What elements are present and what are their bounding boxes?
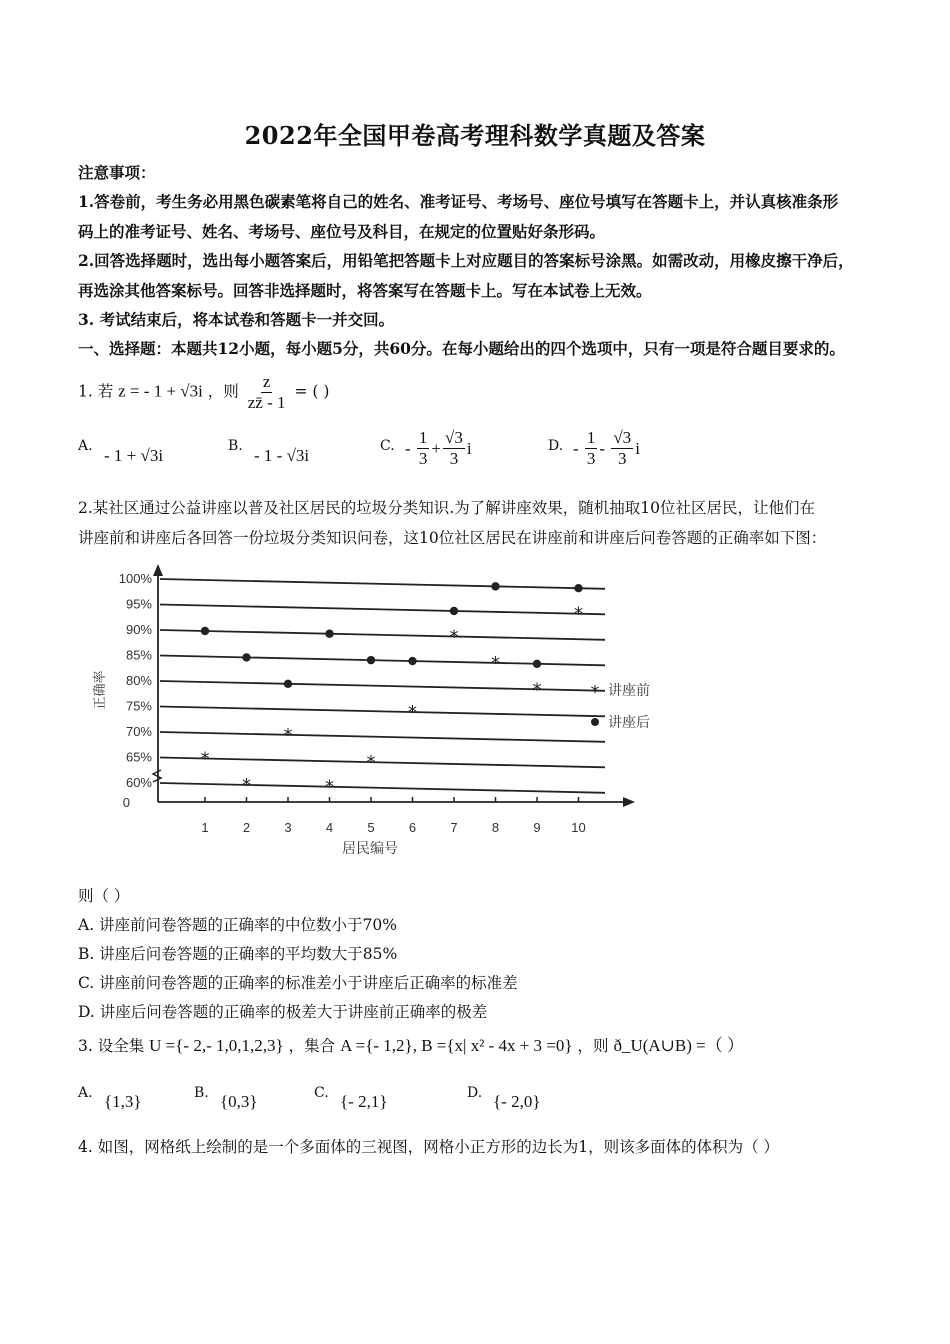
point-before-3: * bbox=[283, 724, 293, 746]
point-before-6: * bbox=[408, 702, 417, 724]
chart-legend bbox=[591, 682, 651, 731]
point-before-2: * bbox=[242, 774, 251, 796]
x-tick-label: 7 bbox=[450, 820, 458, 835]
accuracy-chart bbox=[90, 560, 650, 860]
q3-option-a-value: {1,3} bbox=[104, 1092, 142, 1111]
notice-item-3: 3. 考试结束后，将本试卷和答题卡一并交回。 bbox=[78, 310, 395, 329]
gridline-70 bbox=[160, 732, 605, 742]
q2-option-b: B. 讲座后问卷答题的正确率的平均数大于85% bbox=[78, 945, 398, 963]
point-before-7: * bbox=[449, 626, 459, 648]
chart-y-ticks bbox=[119, 571, 153, 810]
q1-option-d-value: - $\frac{1}{3}$ - $\frac{√3}{3}$ i bbox=[573, 428, 640, 468]
q1-mid: ，则 bbox=[207, 382, 239, 401]
q1-option-c-value: - $\frac{1}{3}$ + $\frac{√3}{3}$ i bbox=[405, 428, 472, 468]
section-heading: 一、选择题：本题共12小题，每小题5分，共60分。在每小题给出的四个选项中，只有一项是符合题目要求的。 bbox=[78, 339, 845, 358]
x-tick-label: 9 bbox=[533, 820, 541, 835]
point-after-9 bbox=[533, 660, 541, 668]
gridline-90 bbox=[160, 630, 605, 640]
y-tick-label: 95% bbox=[125, 596, 152, 612]
x-axis-arrow bbox=[623, 797, 635, 807]
q2-option-a: A. 讲座前问卷答题的正确率的中位数小于70% bbox=[78, 916, 398, 934]
point-after-4 bbox=[325, 630, 333, 638]
point-after-5 bbox=[367, 656, 375, 664]
q3-prefix: 3. 设全集 bbox=[78, 1037, 145, 1055]
question-3 bbox=[78, 1035, 888, 1057]
q1-fraction-numerator: z bbox=[262, 372, 271, 391]
q3-option-b-value: {0,3} bbox=[220, 1092, 258, 1111]
y-tick-label: 60% bbox=[125, 775, 152, 790]
q3-option-b-label: B. bbox=[194, 1085, 209, 1101]
y-tick-label: 85% bbox=[125, 647, 152, 663]
x-tick-label: 1 bbox=[201, 820, 209, 835]
q1-fraction bbox=[246, 372, 288, 413]
page-title: 2022年全国甲卷高考理科数学真题及答案 bbox=[244, 121, 706, 150]
point-after-1 bbox=[201, 627, 209, 635]
y-axis-arrow bbox=[153, 564, 163, 576]
point-after-7 bbox=[450, 607, 458, 615]
gridline-100 bbox=[160, 579, 605, 589]
q3-option-d-label: D. bbox=[467, 1085, 483, 1101]
point-after-8 bbox=[491, 582, 499, 590]
x-tick-label: 4 bbox=[325, 820, 334, 835]
question-4: 4. 如图，网格纸上绘制的是一个多面体的三视图，网格小正方形的边长为1，则该多面体的体积为（ ） bbox=[78, 1138, 780, 1156]
q1-option-a-value: - 1 + √3i bbox=[104, 446, 164, 465]
q2-option-d: D. 讲座后问卷答题的正确率的极差大于讲座前正确率的极差 bbox=[78, 1003, 488, 1021]
y-tick-label: 90% bbox=[125, 622, 152, 637]
q3-universal-set: U ={- 2,- 1,0,1,2,3} bbox=[149, 1036, 284, 1055]
q2-option-c: C. 讲座前问卷答题的正确率的标准差小于讲座后正确率的标准差 bbox=[78, 974, 518, 992]
point-after-6 bbox=[408, 657, 416, 665]
y-tick-label: 0 bbox=[122, 795, 130, 810]
q1-option-b-value: - 1 - √3i bbox=[254, 446, 310, 465]
q3-then: ，则 bbox=[577, 1037, 609, 1055]
x-tick-label: 2 bbox=[242, 820, 251, 835]
point-after-3 bbox=[284, 680, 292, 688]
q1-option-c-label: C. bbox=[380, 438, 395, 454]
gridline-65 bbox=[160, 758, 605, 768]
q3-sets: A ={- 1,2}, B ={x| x² - 4x + 3 =0} bbox=[340, 1036, 573, 1055]
q1-option-d-label: D. bbox=[548, 438, 564, 454]
q3-option-d-value: {- 2,0} bbox=[493, 1092, 541, 1111]
q3-option-c-label: C. bbox=[314, 1085, 329, 1101]
point-before-4: * bbox=[325, 776, 334, 798]
point-after-2 bbox=[242, 653, 250, 661]
y-tick-label: 75% bbox=[125, 698, 152, 714]
q1-option-b-label: B. bbox=[228, 438, 243, 454]
gridline-60 bbox=[160, 783, 605, 793]
legend-before-marker: * bbox=[590, 682, 600, 703]
point-before-8: * bbox=[491, 652, 500, 674]
chart-y-label: 正确率 bbox=[92, 670, 107, 710]
q1-expression: z = - 1 + √3i bbox=[118, 381, 203, 401]
notice-item-2-cont: 再选涂其他答案标号。回答非选择题时，将答案写在答题卡上。写在本试卷上无效。 bbox=[78, 281, 652, 300]
x-tick-label: 8 bbox=[491, 820, 500, 835]
y-tick-label: 70% bbox=[125, 724, 152, 739]
y-tick-label: 80% bbox=[125, 673, 152, 688]
x-tick-label: 6 bbox=[408, 820, 417, 835]
y-tick-label: 65% bbox=[125, 749, 152, 765]
point-before-9: * bbox=[532, 679, 542, 701]
q3-result: ð_U(A∪B) =（ ） bbox=[613, 1036, 744, 1055]
q1-suffix: = ( ) bbox=[294, 382, 330, 401]
legend-after-marker bbox=[591, 718, 599, 726]
q1-fraction-denominator: zz̄ - 1 bbox=[247, 393, 286, 412]
gridline-95 bbox=[160, 605, 605, 615]
x-tick-label: 5 bbox=[367, 820, 375, 835]
y-tick-label: 100% bbox=[118, 571, 152, 586]
axis-break-mark bbox=[153, 770, 161, 782]
q3-mid: ，集合 bbox=[288, 1037, 336, 1055]
q1-prefix: 1. 若 bbox=[78, 382, 114, 401]
q1-option-a-label: A. bbox=[78, 438, 93, 454]
x-tick-label: 10 bbox=[571, 820, 586, 835]
notice-item-1-cont: 码上的准考证号、姓名、考场号、座位号及科目，在规定的位置贴好条形码。 bbox=[78, 222, 606, 241]
x-tick-label: 3 bbox=[284, 820, 292, 835]
notice-item-1: 1.答卷前，考生务必用黑色碳素笔将自己的姓名、准考证号、考场号、座位号填写在答题卡上，并认真核准条形 bbox=[78, 192, 839, 211]
point-before-5: * bbox=[366, 752, 376, 774]
q3-option-a-label: A. bbox=[78, 1085, 93, 1101]
question-2-line-1: 2.某社区通过公益讲座以普及社区居民的垃圾分类知识.为了解讲座效果，随机抽取10位社区居民，让他们在 bbox=[78, 499, 815, 517]
question-2-line-2: 讲座前和讲座后各回答一份垃圾分类知识问卷，这10位社区居民在讲座前和讲座后问卷答题的正确率如下图： bbox=[78, 529, 827, 547]
question-1 bbox=[78, 372, 888, 413]
notice-item-2: 2.回答选择题时，选出每小题答案后，用铅笔把答题卡上对应题目的答案标号涂黑。如需改动，用橡皮擦干净后， bbox=[78, 251, 854, 270]
legend-after-label: 讲座后 bbox=[608, 715, 650, 731]
question-2-then: 则（ ） bbox=[78, 887, 130, 905]
notice-heading: 注意事项： bbox=[78, 163, 156, 182]
point-after-10 bbox=[574, 584, 582, 592]
q3-option-c-value: {- 2,1} bbox=[340, 1092, 388, 1111]
legend-before-label: 讲座前 bbox=[608, 683, 650, 699]
point-before-10: * bbox=[574, 603, 583, 625]
gridline-75 bbox=[160, 707, 605, 717]
point-before-1: * bbox=[200, 748, 210, 770]
chart-x-label: 居民编号 bbox=[342, 840, 398, 856]
